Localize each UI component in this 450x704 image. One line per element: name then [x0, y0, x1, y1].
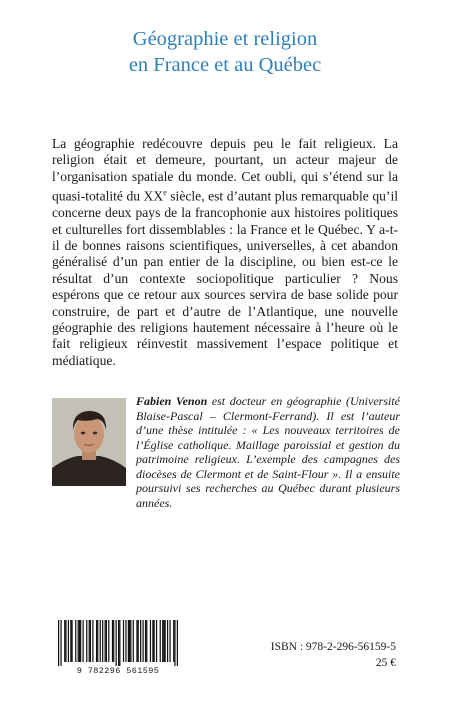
- author-section: [52, 394, 401, 510]
- back-cover-blurb: [52, 136, 398, 369]
- author-name: Fabien Venon: [136, 394, 208, 408]
- century-superscript: e: [163, 188, 167, 198]
- title-line-1: Géographie et religion: [132, 28, 318, 50]
- isbn-barcode: [56, 620, 180, 680]
- title-line-2: en France et au Québec: [128, 54, 322, 76]
- barcode-digits: 9 782296 561595: [76, 666, 160, 676]
- author-bio-text: est docteur en géographie (Université Blaise-Pascal – Clermont-Ferrand). Il est l’auteur d’une thèse intitulée : « Les nouveaux territoires de l’Église catholique. Maillage paroissial et gestion du patrimoine religieux. L’exemple des campagnes des diocèses de Clermont et de Saint-Flour ». Il a ensuite poursuivi ses recherches au Québec durant plusieurs années.: [136, 394, 401, 510]
- blurb-text-start: La géographie redécouvre depuis peu le fait religieux. La religion était et demeure, pourtant, un acteur majeur de l’organisation spatiale du monde. Cet oubli, qui s’étend sur la quasi-totalité du XX: [52, 136, 398, 204]
- book-title: [0, 26, 450, 78]
- author-portrait-image: [52, 398, 126, 486]
- isbn-number: ISBN : 978-2-296-56159-5: [270, 641, 396, 653]
- author-photo: [52, 398, 126, 486]
- price: 25 €: [375, 657, 396, 669]
- blurb-text-end: siècle, est d’autant plus remarquable qu’il concerne deux pays de la francophonie aux histoires politiques et culturelles fort dissemblables : la France et le Québec. Y a-t-il de bonnes raisons scientifiques, universelles, à cet abandon généralisé d’un pan entier de la discipline, ou bien est-ce le résultat d’un contexte sociopolitique particulier ? Nous espérons que ce retour aux sources servira de base solide pour construire, de part et d’autre de l’Atlantique, une nouvelle géographie des religions hautement nécessaire à l’heure où le fait religieux réinvestit massivement l’espace politique et médiatique.: [52, 188, 398, 368]
- author-bio: [136, 394, 400, 510]
- barcode-bars: [56, 620, 180, 666]
